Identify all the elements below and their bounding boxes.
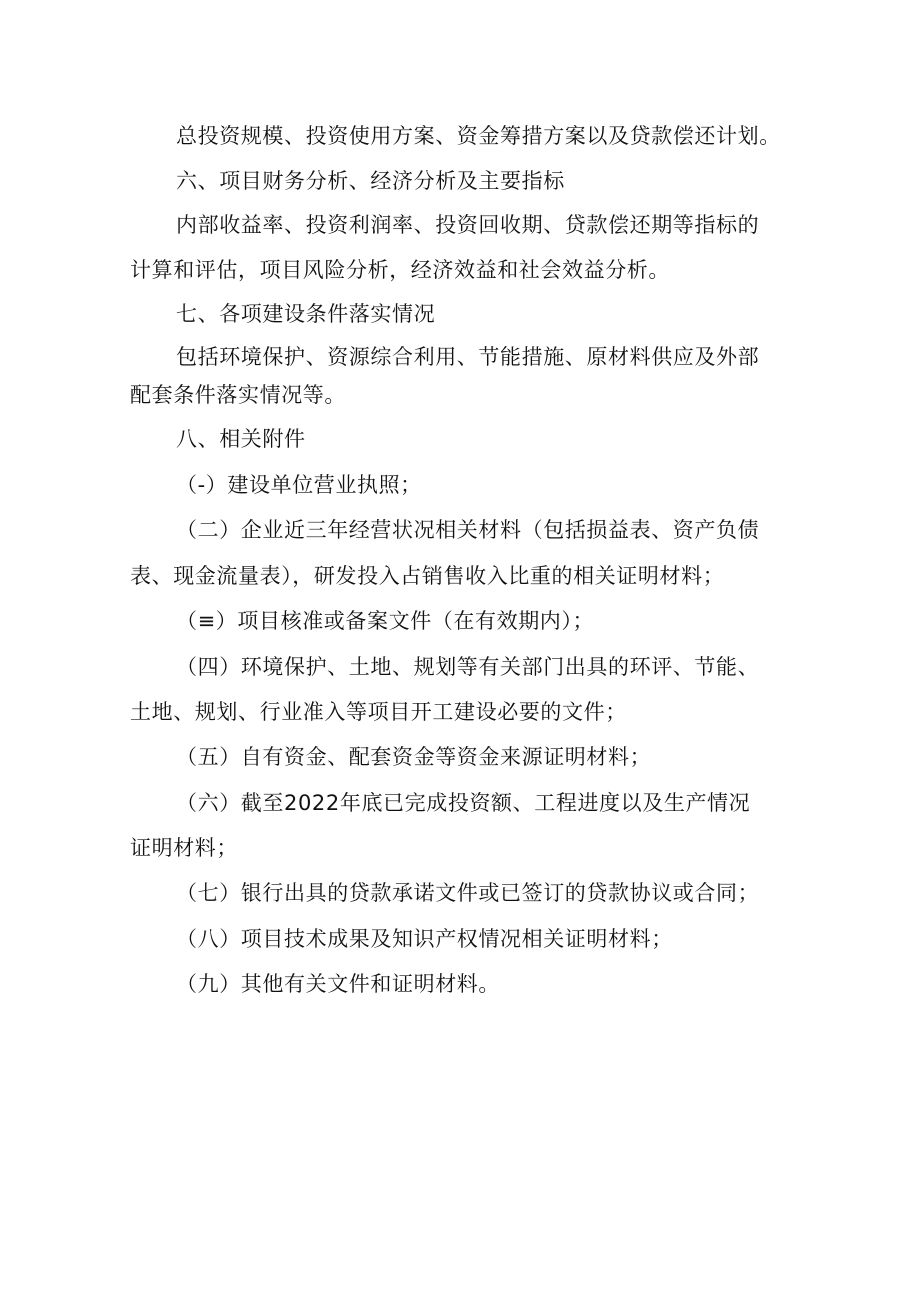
attachment-item-2-line-2: 表、现金流量表），研发投入占销售收入比重的相关证明材料；	[130, 564, 725, 588]
paragraph-indicators-line-2: 计算和评估，项目风险分析，经济效益和社会效益分析。	[130, 258, 670, 282]
attachment-item-1: （-）建设单位营业执照；	[176, 473, 422, 497]
attachment-item-4-line-1: （四）环境保护、土地、规划等有关部门出具的环评、节能、	[176, 655, 760, 679]
paragraph-investment-plan: 总投资规模、投资使用方案、资金筹措方案以及贷款偿还计划。	[176, 124, 781, 148]
attachment-item-7: （七）银行出具的贷款承诺文件或已签订的贷款协议或合同；	[176, 881, 760, 905]
attachment-item-4-line-2: 土地、规划、行业准入等项目开工建设必要的文件；	[130, 700, 627, 724]
attachment-item-6-line-2: 证明材料；	[130, 836, 238, 860]
attachment-item-6-line-1: （六）截至2022年底已完成投资额、工程进度以及生产情况	[176, 791, 751, 815]
paragraph-indicators-line-1: 内部收益率、投资利润率、投资回收期、贷款偿还期等指标的	[176, 213, 760, 237]
attachment-item-3: （≡）项目核准或备案文件（在有效期内）；	[176, 609, 595, 633]
heading-section-6: 六、项目财务分析、经济分析及主要指标	[176, 169, 565, 193]
attachment-item-2-line-1: （二）企业近三年经营状况相关材料（包括损益表、资产负债	[176, 518, 760, 542]
attachment-item-8: （八）项目技术成果及知识产权情况相关证明材料；	[176, 927, 673, 951]
paragraph-conditions-line-2: 配套条件落实情况等。	[130, 383, 346, 407]
attachment-item-5: （五）自有资金、配套资金等资金来源证明材料；	[176, 745, 652, 769]
heading-section-8: 八、相关附件	[176, 427, 306, 451]
paragraph-conditions-line-1: 包括环境保护、资源综合利用、节能措施、原材料供应及外部	[176, 345, 760, 369]
attachment-item-9: （九）其他有关文件和证明材料。	[176, 972, 500, 996]
heading-section-7: 七、各项建设条件落实情况	[176, 302, 436, 326]
